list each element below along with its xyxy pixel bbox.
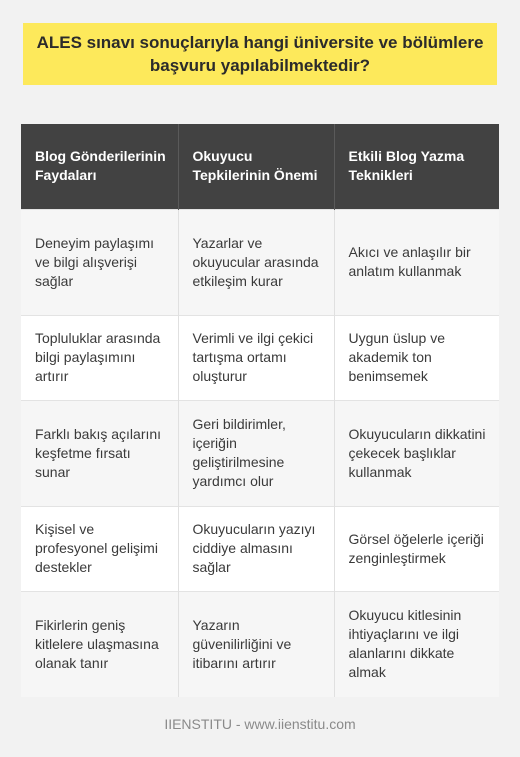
column-header: Okuyucu Tepkilerinin Önemi xyxy=(178,124,334,209)
table-cell: Farklı bakış açılarını keşfetme fırsatı sunar xyxy=(21,400,178,506)
page-title: ALES sınavı sonuçlarıyla hangi üniversite ve bölümlere başvuru yapılabilmektedir? xyxy=(36,33,484,75)
table-cell: Akıcı ve anlaşılır bir anlatım kullanmak xyxy=(334,209,499,315)
column-header: Etkili Blog Yazma Teknikleri xyxy=(334,124,499,209)
table-cell: Deneyim paylaşımı ve bilgi alışverişi sağlar xyxy=(21,209,178,315)
table-row xyxy=(21,315,499,400)
table-cell: Yazarlar ve okuyucular arasında etkileşim kurar xyxy=(178,209,334,315)
table-cell: Kişisel ve profesyonel gelişimi destekler xyxy=(21,506,178,591)
table-row xyxy=(21,209,499,315)
table-cell: Topluluklar arasında bilgi paylaşımını artırır xyxy=(21,315,178,400)
table-cell: Yazarın güvenilirliğini ve itibarını artırır xyxy=(178,591,334,697)
comparison-table xyxy=(21,124,499,697)
table-cell: Uygun üslup ve akademik ton benimsemek xyxy=(334,315,499,400)
table-cell: Okuyucuların yazıyı ciddiye almasını sağlar xyxy=(178,506,334,591)
table-row xyxy=(21,506,499,591)
table-cell: Görsel öğelerle içeriği zenginleştirmek xyxy=(334,506,499,591)
table-row xyxy=(21,400,499,506)
table-cell: Verimli ve ilgi çekici tartışma ortamı oluşturur xyxy=(178,315,334,400)
table-cell: Fikirlerin geniş kitlelere ulaşmasına olanak tanır xyxy=(21,591,178,697)
table-cell: Okuyucuların dikkatini çekecek başlıklar kullanmak xyxy=(334,400,499,506)
title-banner xyxy=(23,23,497,85)
table-row xyxy=(21,591,499,697)
table-cell: Okuyucu kitlesinin ihtiyaçlarını ve ilgi alanlarını dikkate almak xyxy=(334,591,499,697)
column-header: Blog Gönderilerinin Faydaları xyxy=(21,124,178,209)
table-cell: Geri bildirimler, içeriğin geliştirilmesine yardımcı olur xyxy=(178,400,334,506)
table-header-row xyxy=(21,124,499,209)
footer-credit: IIENSTITU - www.iienstitu.com xyxy=(164,716,356,732)
